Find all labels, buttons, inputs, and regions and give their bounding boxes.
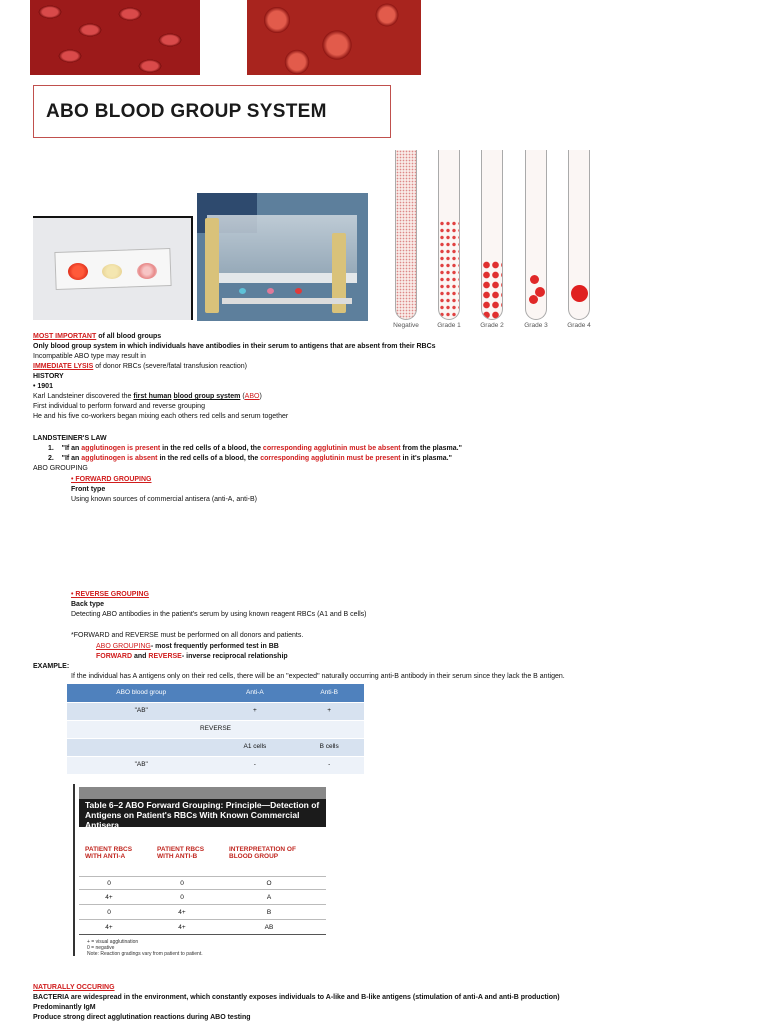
table-cell: + bbox=[294, 702, 364, 720]
table-cell: - bbox=[215, 756, 294, 774]
table-cell bbox=[67, 738, 215, 756]
blood-cells-image-right bbox=[247, 0, 421, 75]
table-image-row bbox=[79, 876, 326, 890]
forward-label: FORWARD bbox=[96, 653, 133, 660]
law-text: from the plasma." bbox=[400, 445, 462, 452]
table-cell: 0 bbox=[107, 909, 111, 916]
law-item-2-number: 2. bbox=[48, 455, 54, 462]
footnote-line: 0 = negative bbox=[87, 945, 115, 951]
agglutination-line: Produce strong direct agglutination reactions during ABO testing bbox=[33, 1014, 251, 1021]
table-image-row bbox=[79, 906, 326, 920]
slide-agglutination-photo bbox=[33, 216, 193, 320]
and-text: and bbox=[132, 653, 149, 660]
law-text: in the red cells of a blood, the bbox=[160, 445, 263, 452]
reverse-grouping-heading: • REVERSE GROUPING bbox=[71, 591, 149, 598]
tube-grade-4 bbox=[568, 150, 590, 320]
table-cell: "AB" bbox=[67, 756, 215, 774]
title-box bbox=[33, 85, 391, 138]
law-item-2 bbox=[48, 454, 452, 464]
landsteiner-pre: Karl Landsteiner discovered the bbox=[33, 393, 134, 400]
table-image-row bbox=[79, 921, 326, 935]
most-important-label: MOST IMPORTANT bbox=[33, 333, 97, 340]
table-cell: 4+ bbox=[178, 909, 186, 916]
table-cell: A1 cells bbox=[215, 738, 294, 756]
column-header: INTERPRETATION OF BLOOD GROUP bbox=[229, 846, 296, 861]
example-label: EXAMPLE: bbox=[33, 663, 70, 670]
front-type-desc: Using known sources of commercial antisera (anti-A, anti-B) bbox=[71, 496, 257, 503]
table-cell: "AB" bbox=[67, 702, 215, 720]
tube-label: Grade 2 bbox=[480, 322, 504, 329]
table-cell: REVERSE bbox=[67, 720, 364, 738]
blood-cells-image-left bbox=[30, 0, 200, 75]
law-text: in the red cells of a blood, the bbox=[157, 455, 261, 462]
table-cell: B cells bbox=[294, 738, 364, 756]
footnote-line: Note: Reaction gradings vary from patient to patient. bbox=[87, 951, 203, 957]
incompatible-line: Incompatible ABO type may result in bbox=[33, 353, 146, 360]
table-image-top-bar bbox=[79, 787, 326, 799]
tube-grade-2 bbox=[481, 150, 503, 320]
table-cell: 4+ bbox=[105, 894, 113, 901]
blood-group-system-text: blood group system bbox=[173, 393, 241, 400]
law-text: "If an bbox=[61, 455, 82, 462]
lysis-line bbox=[33, 362, 247, 372]
history-line-3: He and his five co-workers began mixing each others red cells and serum together bbox=[33, 413, 289, 420]
history-year: • 1901 bbox=[33, 383, 53, 390]
law-highlight: corresponding agglutinin must be present bbox=[260, 455, 401, 462]
abo-grouping-label: ABO GROUPING bbox=[96, 643, 151, 650]
law-item-1 bbox=[48, 444, 462, 454]
abo-text: ABO bbox=[244, 393, 260, 400]
law-highlight: agglutinogen is absent bbox=[81, 455, 158, 462]
abo-grouping-rest: - most frequently performed test in BB bbox=[150, 643, 279, 650]
history-heading: HISTORY bbox=[33, 373, 64, 380]
tube-label: Negative bbox=[393, 322, 419, 329]
table-cell: O bbox=[266, 880, 272, 887]
column-header: PATIENT RBCS WITH ANTI-B bbox=[157, 846, 205, 861]
law-heading: LANDSTEINER'S LAW bbox=[33, 435, 107, 442]
back-type-label: Back type bbox=[71, 601, 105, 608]
table-row bbox=[67, 702, 364, 720]
column-header: PATIENT RBCS WITH ANTI-A bbox=[85, 846, 133, 861]
tube-negative bbox=[395, 150, 417, 320]
first-human-text: first human bbox=[133, 393, 172, 400]
front-type-label: Front type bbox=[71, 486, 106, 493]
tube-label: Grade 4 bbox=[567, 322, 591, 329]
law-item-1-number: 1. bbox=[48, 445, 54, 452]
table-cell: 0 bbox=[180, 880, 184, 887]
reciprocal-rest: - inverse reciprocal relationship bbox=[181, 653, 288, 660]
igm-line: Predominantly IgM bbox=[33, 1004, 96, 1011]
pink-spot bbox=[137, 263, 157, 279]
law-text: "If an bbox=[61, 445, 82, 452]
table-image-row bbox=[79, 891, 326, 905]
immediate-lysis-label: IMMEDIATE LYSIS bbox=[33, 363, 94, 370]
law-highlight: agglutinogen is present bbox=[81, 445, 161, 452]
law-highlight: corresponding agglutinin must be absent bbox=[262, 445, 401, 452]
reciprocal-note bbox=[96, 652, 288, 662]
forward-reverse-note: *FORWARD and REVERSE must be performed on all donors and patients. bbox=[71, 632, 304, 639]
tube-label: Grade 1 bbox=[437, 322, 461, 329]
table-cell: A bbox=[266, 894, 272, 901]
table-cell: 0 bbox=[180, 894, 184, 901]
only-group-line: Only blood group system in which individuals have antibodies in their serum to antigens that are absent from their RBCs bbox=[33, 343, 436, 350]
table-row bbox=[67, 720, 364, 738]
footnote-line: + = visual agglutination bbox=[87, 939, 139, 945]
tube-label: Grade 3 bbox=[524, 322, 548, 329]
table-cell: AB bbox=[264, 924, 274, 931]
table-row bbox=[67, 756, 364, 774]
landsteiner-line: Karl Landsteiner discovered the first human blood group system (ABO) bbox=[33, 393, 262, 400]
yellow-spot bbox=[102, 264, 122, 279]
history-line-2: First individual to perform forward and reverse grouping bbox=[33, 403, 205, 410]
example-table bbox=[67, 684, 364, 775]
law-text: in it's plasma." bbox=[400, 455, 452, 462]
test-tube-rack-photo bbox=[197, 193, 368, 321]
table-cell: Anti-A bbox=[215, 684, 294, 702]
abo-grouping-note bbox=[96, 642, 279, 652]
naturally-occuring-heading: NATURALLY OCCURING bbox=[33, 984, 115, 991]
table-cell: 4+ bbox=[178, 924, 186, 931]
example-text: If the individual has A antigens only on their red cells, there will be an "expected" naturally occurring anti-B antibody in their serum since they lack the B antigen. bbox=[71, 673, 565, 680]
table-cell: - bbox=[294, 756, 364, 774]
table-cell: 4+ bbox=[105, 924, 113, 931]
reverse-label: REVERSE bbox=[148, 653, 182, 660]
table-image-footnote bbox=[87, 939, 203, 957]
table-cell: 0 bbox=[107, 880, 111, 887]
red-spot bbox=[68, 263, 88, 280]
immediate-lysis-rest: of donor RBCs (severe/fatal transfusion reaction) bbox=[93, 363, 247, 370]
table-image-caption: Table 6–2 ABO Forward Grouping: Principle—Detection of Antigens on Patient's RBCs With Known Commercial Antisera bbox=[79, 799, 326, 827]
bacteria-line: BACTERIA are widespread in the environment, which constantly exposes individuals to A-like and B-like antigens (stimulation of anti-A and anti-B production) bbox=[33, 994, 560, 1001]
table-cell: + bbox=[215, 702, 294, 720]
table-cell: ABO blood group bbox=[67, 684, 215, 702]
tube-grade-3 bbox=[525, 150, 547, 320]
back-type-desc: Detecting ABO antibodies in the patient's serum by using known reagent RBCs (A1 and B cells) bbox=[71, 611, 367, 618]
table-row bbox=[67, 684, 364, 702]
table-row bbox=[67, 738, 364, 756]
table-cell: Anti-B bbox=[294, 684, 364, 702]
most-important-line bbox=[33, 332, 161, 342]
page-title: ABO BLOOD GROUP SYSTEM bbox=[46, 100, 327, 122]
table-cell: B bbox=[266, 909, 272, 916]
grouping-heading: ABO GROUPING bbox=[33, 465, 88, 472]
forward-grouping-table-image bbox=[73, 784, 328, 956]
most-important-rest: of all blood groups bbox=[96, 333, 162, 340]
forward-grouping-heading: • FORWARD GROUPING bbox=[71, 476, 152, 483]
tube-grade-1 bbox=[438, 150, 460, 320]
